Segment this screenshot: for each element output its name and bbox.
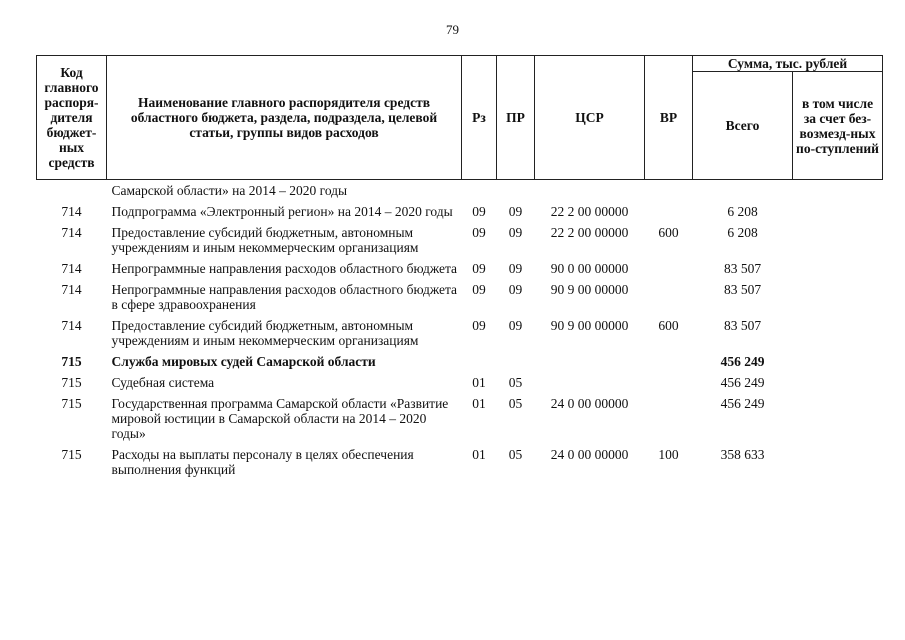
cell-rz	[462, 180, 497, 202]
cell-total: 6 208	[727, 204, 758, 219]
cell-rz	[462, 351, 497, 372]
cell-code: 715	[61, 447, 82, 462]
cell-pr: 09	[508, 261, 523, 276]
cell-csr	[535, 372, 645, 393]
cell-name: Подпрограмма «Электронный регион» на 2014 – 2020 годы	[111, 204, 453, 219]
cell-code: 714	[61, 225, 82, 240]
cell-rz: 09	[472, 318, 486, 333]
cell-vr	[645, 201, 693, 222]
cell-incl	[793, 393, 883, 444]
table-row	[37, 222, 883, 258]
cell-code: 715	[61, 375, 82, 390]
table-row	[37, 351, 883, 372]
cell-incl	[793, 201, 883, 222]
cell-csr: 22 2 00 00000	[550, 225, 629, 240]
cell-incl	[793, 351, 883, 372]
cell-incl	[793, 315, 883, 351]
cell-csr: 24 0 00 00000	[550, 447, 629, 462]
cell-pr: 05	[508, 396, 523, 411]
cell-code: 715	[61, 396, 82, 411]
cell-rz: 01	[472, 375, 486, 390]
cell-vr: 100	[658, 447, 679, 462]
cell-csr: 22 2 00 00000	[550, 204, 629, 219]
cell-total: 456 249	[720, 354, 765, 369]
cell-rz: 09	[472, 225, 486, 240]
cell-incl	[793, 258, 883, 279]
cell-name: Судебная система	[111, 375, 215, 390]
table-row	[37, 258, 883, 279]
header-name: Наименование главного распорядителя средств областного бюджета, раздела, подраздела, целевой статьи, группы видов расходов	[107, 56, 462, 180]
cell-total: 456 249	[720, 396, 765, 411]
budget-table	[36, 55, 883, 480]
cell-total: 83 507	[723, 318, 762, 333]
cell-total: 6 208	[727, 225, 758, 240]
cell-incl	[793, 372, 883, 393]
table-row	[37, 444, 883, 480]
cell-name: Государственная программа Самарской области «Развитие мировой юстиции в Самарской области на 2014 – 2020 годы»	[111, 396, 449, 441]
cell-pr: 05	[508, 447, 523, 462]
table-row	[37, 372, 883, 393]
cell-rz: 01	[472, 447, 486, 462]
cell-code: 714	[61, 261, 82, 276]
page-number: 79	[446, 22, 459, 37]
cell-pr: 09	[508, 225, 523, 240]
table-row	[37, 393, 883, 444]
header-rz: Рз	[462, 56, 497, 180]
cell-pr: 05	[508, 375, 523, 390]
cell-pr: 09	[508, 282, 523, 297]
cell-pr	[497, 351, 535, 372]
cell-vr	[645, 180, 693, 202]
cell-vr: 600	[658, 318, 679, 333]
cell-code: 714	[61, 318, 82, 333]
cell-name: Непрограммные направления расходов областного бюджета	[111, 261, 458, 276]
cell-vr: 600	[658, 225, 679, 240]
cell-incl	[793, 279, 883, 315]
cell-vr	[645, 393, 693, 444]
header-total: Всего	[693, 72, 793, 180]
cell-incl	[793, 180, 883, 202]
cell-vr	[645, 279, 693, 315]
cell-rz: 09	[472, 261, 486, 276]
cell-name: Предоставление субсидий бюджетным, автономным учреждениям и иным некоммерческим организациям	[111, 318, 419, 348]
cell-vr	[645, 258, 693, 279]
cell-code: 714	[61, 204, 82, 219]
cell-csr: 90 0 00 00000	[550, 261, 629, 276]
cell-incl	[793, 222, 883, 258]
cell-total: 83 507	[723, 282, 762, 297]
header-csr: ЦСР	[535, 56, 645, 180]
cell-rz: 09	[472, 204, 486, 219]
cell-name: Служба мировых судей Самарской области	[111, 354, 376, 369]
header-sum: Сумма, тыс. рублей	[693, 56, 883, 72]
cell-vr	[645, 351, 693, 372]
cell-total: 456 249	[720, 375, 765, 390]
table-row	[37, 279, 883, 315]
table-row	[37, 201, 883, 222]
cell-rz: 01	[472, 396, 486, 411]
table-row	[37, 315, 883, 351]
cell-name: Самарской области» на 2014 – 2020 годы	[111, 183, 348, 198]
cell-csr: 90 9 00 00000	[550, 282, 629, 297]
cell-code: 714	[61, 282, 82, 297]
cell-csr	[535, 180, 645, 202]
cell-incl	[793, 444, 883, 480]
cell-code	[37, 180, 107, 202]
cell-vr	[645, 372, 693, 393]
cell-csr: 90 9 00 00000	[550, 318, 629, 333]
cell-pr: 09	[508, 204, 523, 219]
table-row	[37, 180, 883, 202]
header-pr: ПР	[497, 56, 535, 180]
cell-pr	[497, 180, 535, 202]
table-body	[37, 180, 883, 481]
cell-total: 358 633	[720, 447, 765, 462]
cell-name: Непрограммные направления расходов областного бюджета в сфере здравоохранения	[111, 282, 458, 312]
header-incl: в том числе за счет без-возмезд-ных по-ступлений	[793, 72, 883, 180]
cell-name: Расходы на выплаты персоналу в целях обеспечения выполнения функций	[111, 447, 414, 477]
header-code: Код главного распоря-дителя бюджет-ных средств	[37, 56, 107, 180]
cell-name: Предоставление субсидий бюджетным, автономным учреждениям и иным некоммерческим организациям	[111, 225, 419, 255]
cell-csr	[535, 351, 645, 372]
cell-csr: 24 0 00 00000	[550, 396, 629, 411]
cell-pr: 09	[508, 318, 523, 333]
cell-total	[693, 180, 793, 202]
header-vr: ВР	[645, 56, 693, 180]
cell-rz: 09	[472, 282, 486, 297]
cell-total: 83 507	[723, 261, 762, 276]
cell-code: 715	[61, 354, 82, 369]
